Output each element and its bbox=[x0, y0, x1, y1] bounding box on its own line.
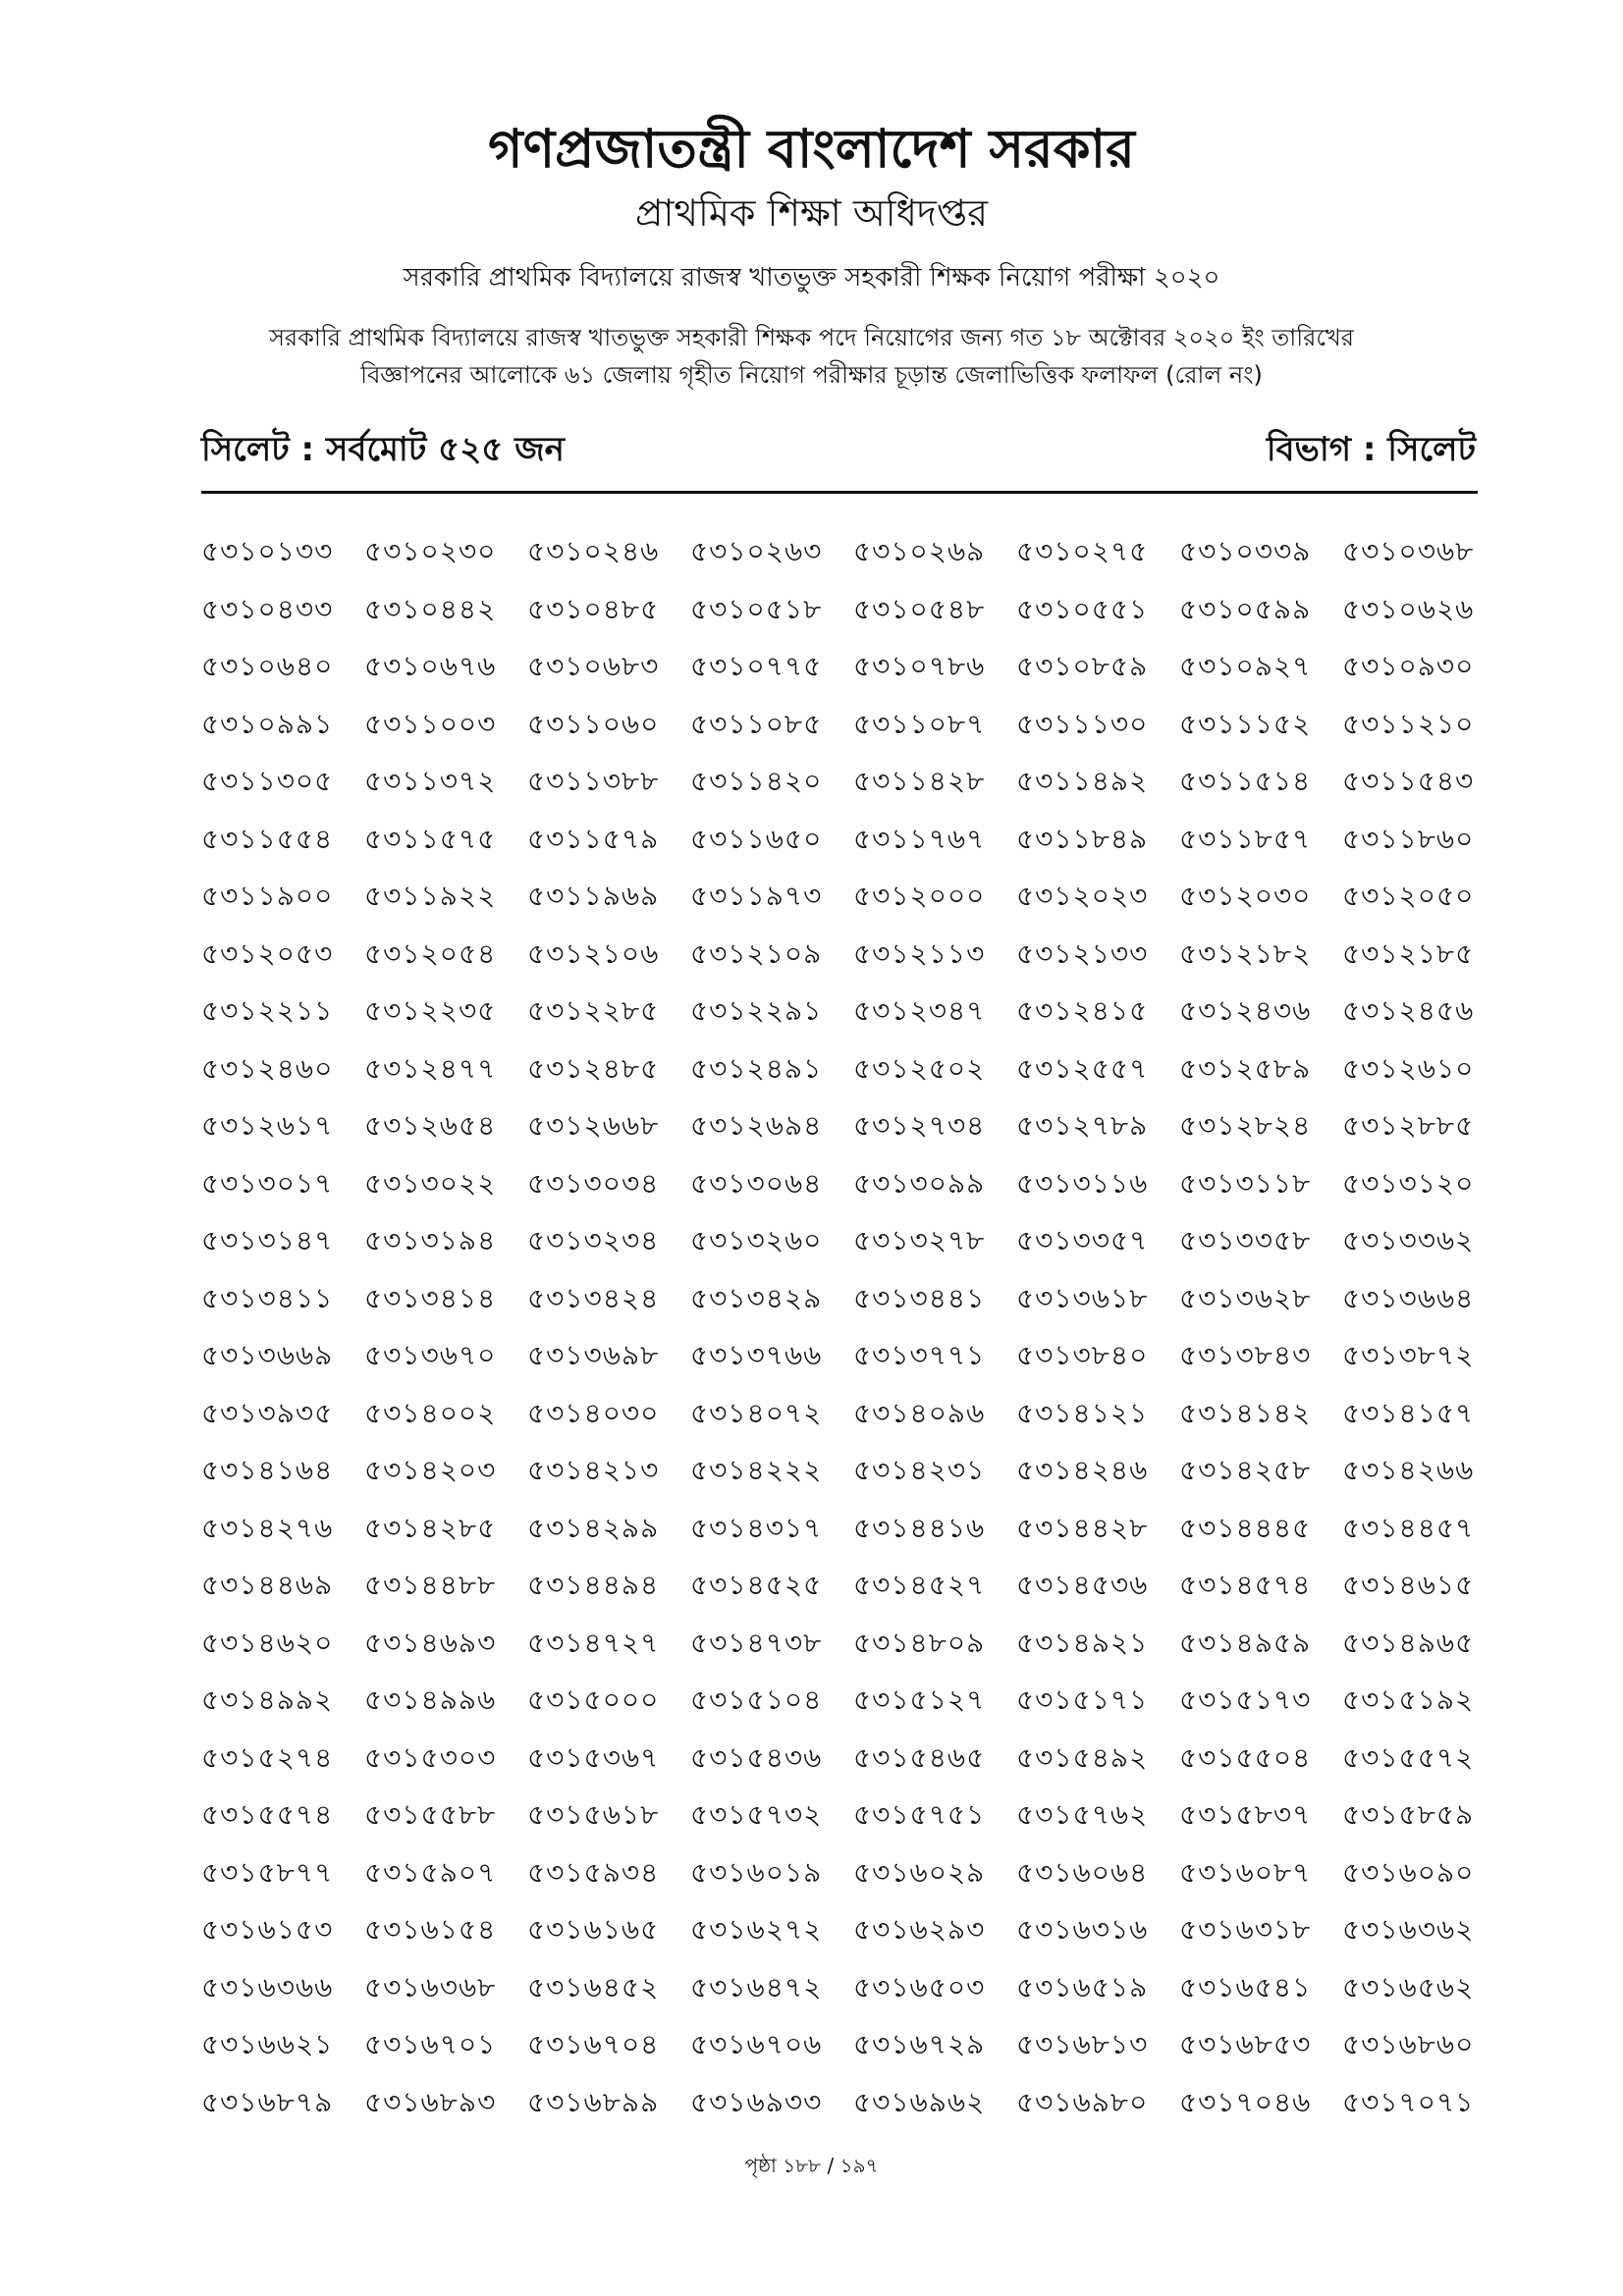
roll-number: ৫৩১২০৫০ bbox=[1342, 880, 1475, 912]
roll-number: ৫৩১০২৩০ bbox=[364, 535, 497, 567]
roll-number: ৫৩১৩১৪৭ bbox=[201, 1224, 334, 1256]
roll-number: ৫৩১২৬৬৮ bbox=[527, 1109, 660, 1142]
roll-number: ৫৩১৪০৯৬ bbox=[853, 1396, 986, 1429]
roll-number: ৫৩১৪০০২ bbox=[364, 1396, 497, 1429]
roll-number: ৫৩১২৪৩৬ bbox=[1179, 994, 1312, 1027]
roll-number: ৫৩১০৪৪২ bbox=[364, 592, 497, 625]
notice-line-1: সরকারি প্রাথমিক বিদ্যালয়ে রাজস্ব খাতভুক্ত সহকারী শিক্ষক পদে নিয়োগের জন্য গত ১৮ অক্টোবর ২০২০ ইং তারিখের bbox=[269, 324, 1354, 351]
roll-number: ৫৩১০২৪৬ bbox=[527, 535, 660, 567]
roll-number: ৫৩১৩০২২ bbox=[364, 1166, 497, 1200]
roll-number: ৫৩১৩০১৭ bbox=[201, 1166, 334, 1200]
roll-number: ৫৩১৪২৩১ bbox=[853, 1454, 986, 1486]
roll-number: ৫৩১৬২৭২ bbox=[690, 1913, 823, 1946]
page-number: পৃষ্ঠা ১৮৮ / ১৯৭ bbox=[744, 2154, 879, 2177]
roll-number: ৫৩১৬৪৭২ bbox=[690, 1970, 823, 2003]
roll-number: ৫৩১৪৪৮৮ bbox=[364, 1569, 497, 1601]
roll-number: ৫৩১৪০৭২ bbox=[690, 1396, 823, 1429]
roll-number: ৫৩১৬৫৬২ bbox=[1342, 1970, 1475, 2003]
roll-number: ৫৩১৪৭২৭ bbox=[527, 1626, 660, 1659]
roll-number: ৫৩১৫৪৩৬ bbox=[690, 1740, 823, 1774]
roll-number: ৫৩১১৮৫৭ bbox=[1179, 822, 1312, 855]
page-title: গণপ্রজাতন্ত্রী বাংলাদেশ সরকার bbox=[488, 118, 1135, 180]
roll-number: ৫৩১৩৬৬৪ bbox=[1342, 1281, 1475, 1314]
roll-number: ৫৩১২১৮২ bbox=[1179, 936, 1312, 970]
roll-number: ৫৩১৪৫২৫ bbox=[690, 1569, 823, 1601]
roll-number: ৫৩১২৫৮৯ bbox=[1179, 1051, 1312, 1085]
district-total: সিলেট : সর্বমোট ৫২৫ জন bbox=[201, 430, 565, 469]
roll-number: ৫৩১৫১৯২ bbox=[1342, 1683, 1475, 1716]
roll-number: ৫৩১৩৭৭১ bbox=[853, 1339, 986, 1371]
roll-number: ৫৩১৩৬১৮ bbox=[1016, 1281, 1149, 1314]
roll-number: ৫৩১২৬১০ bbox=[1342, 1051, 1475, 1085]
roll-number: ৫৩১৬০৮৭ bbox=[1179, 1855, 1312, 1889]
roll-number: ৫৩১২১৮৫ bbox=[1342, 936, 1475, 970]
roll-number: ৫৩১২৬১৭ bbox=[201, 1109, 334, 1142]
roll-number: ৫৩১০৬৮৩ bbox=[527, 650, 660, 682]
roll-number: ৫৩১২৫০২ bbox=[853, 1051, 986, 1085]
roll-number: ৫৩১২০০০ bbox=[853, 880, 986, 912]
roll-number: ৫৩১৪২৫৮ bbox=[1179, 1454, 1312, 1486]
roll-number: ৫৩১৬৮৭৯ bbox=[201, 2085, 334, 2118]
roll-number: ৫৩১৪৯৬৫ bbox=[1342, 1626, 1475, 1659]
roll-number: ৫৩১০৫৪৮ bbox=[853, 592, 986, 625]
roll-number: ৫৩১২২১১ bbox=[201, 994, 334, 1027]
roll-number: ৫৩১৪১৪২ bbox=[1179, 1396, 1312, 1429]
notice-text bbox=[0, 319, 1623, 394]
roll-number: ৫৩১২২৮৫ bbox=[527, 994, 660, 1027]
roll-number: ৫৩১৪২৮৫ bbox=[364, 1511, 497, 1544]
roll-number: ৫৩১৪৪২৮ bbox=[1016, 1511, 1149, 1544]
roll-number: ৫৩১১০৮৭ bbox=[853, 707, 986, 740]
roll-number: ৫৩১০৫১৮ bbox=[690, 592, 823, 625]
roll-number: ৫৩১৪৪৪৫ bbox=[1179, 1511, 1312, 1544]
roll-number: ৫৩১১৯০০ bbox=[201, 880, 334, 912]
roll-number: ৫৩১২০৫৩ bbox=[201, 936, 334, 970]
roll-number: ৫৩১১০৮৫ bbox=[690, 707, 823, 740]
roll-number: ৫৩১৩২৬০ bbox=[690, 1224, 823, 1256]
roll-number: ৫৩১০৬৪০ bbox=[201, 650, 334, 682]
roll-number: ৫৩১২৪৬০ bbox=[201, 1051, 334, 1085]
roll-number: ৫৩১১৩৮৮ bbox=[527, 765, 660, 797]
roll-number: ৫৩১৬৯৩৩ bbox=[690, 2085, 823, 2118]
roll-number: ৫৩১১১৩০ bbox=[1016, 707, 1149, 740]
roll-number: ৫৩১১৪৯২ bbox=[1016, 765, 1149, 797]
roll-number: ৫৩১৬৮৯৯ bbox=[527, 2085, 660, 2118]
roll-number: ৫৩১৬৫০৩ bbox=[853, 1970, 986, 2003]
roll-number: ৫৩১৬৮৯৩ bbox=[364, 2085, 497, 2118]
roll-number: ৫৩১৪৪৯৪ bbox=[527, 1569, 660, 1601]
roll-number: ৫৩১৩৯৩৫ bbox=[201, 1396, 334, 1429]
roll-number: ৫৩১০২৬৩ bbox=[690, 535, 823, 567]
roll-number: ৫৩১০৯৩০ bbox=[1342, 650, 1475, 682]
roll-number: ৫৩১৭০৭১ bbox=[1342, 2085, 1475, 2118]
roll-number: ৫৩১০৯৯১ bbox=[201, 707, 334, 740]
roll-number: ৫৩১১৫৫৪ bbox=[201, 822, 334, 855]
roll-number: ৫৩১৪১২১ bbox=[1016, 1396, 1149, 1429]
roll-number: ৫৩১০৫৯৯ bbox=[1179, 592, 1312, 625]
roll-number: ৫৩১৬৮৫৩ bbox=[1179, 2028, 1312, 2060]
roll-number: ৫৩১১৪২০ bbox=[690, 765, 823, 797]
roll-number: ৫৩১১৩০৫ bbox=[201, 765, 334, 797]
roll-number: ৫৩১১৮৬০ bbox=[1342, 822, 1475, 855]
roll-number: ৫৩১৫৯৩৪ bbox=[527, 1855, 660, 1889]
roll-number: ৫৩১৬০২৯ bbox=[853, 1855, 986, 1889]
roll-number: ৫৩১৪৪৫৭ bbox=[1342, 1511, 1475, 1544]
roll-number: ৫৩১৩১৯৪ bbox=[364, 1224, 497, 1256]
roll-number: ৫৩১৬৮১৩ bbox=[1016, 2028, 1149, 2060]
roll-number: ৫৩১২৪৫৬ bbox=[1342, 994, 1475, 1027]
roll-number: ৫৩১৫৩০৩ bbox=[364, 1740, 497, 1774]
roll-number: ৫৩১৬৯৮০ bbox=[1016, 2085, 1149, 2118]
roll-number: ৫৩১২০৩০ bbox=[1179, 880, 1312, 912]
roll-number: ৫৩১৫৮৭৭ bbox=[201, 1855, 334, 1889]
roll-number: ৫৩১০৪৮৫ bbox=[527, 592, 660, 625]
roll-number: ৫৩১১৩৭২ bbox=[364, 765, 497, 797]
roll-number: ৫৩১৬৮৬০ bbox=[1342, 2028, 1475, 2060]
roll-number: ৫৩১৭০৪৬ bbox=[1179, 2085, 1312, 2118]
roll-number: ৫৩১১০৬০ bbox=[527, 707, 660, 740]
roll-number: ৫৩১৩৬৬৯ bbox=[201, 1339, 334, 1371]
roll-number: ৫৩১৪৭৩৮ bbox=[690, 1626, 823, 1659]
roll-number: ৫৩১৩০৯৯ bbox=[853, 1166, 986, 1200]
roll-number: ৫৩১৪২৪৬ bbox=[1016, 1454, 1149, 1486]
roll-number: ৫৩১৬১৫৪ bbox=[364, 1913, 497, 1946]
roll-number: ৫৩১১৮৪৯ bbox=[1016, 822, 1149, 855]
roll-number: ৫৩১৫৯০৭ bbox=[364, 1855, 497, 1889]
roll-number: ৫৩১২৭৩৪ bbox=[853, 1109, 986, 1142]
header-divider bbox=[201, 491, 1478, 494]
roll-number: ৫৩১৪২০৩ bbox=[364, 1454, 497, 1486]
roll-number: ৫৩১২৬৯৪ bbox=[690, 1109, 823, 1142]
roll-number: ৫৩১৪৫২৭ bbox=[853, 1569, 986, 1601]
roll-number: ৫৩১৩৬৭০ bbox=[364, 1339, 497, 1371]
roll-number: ৫৩১১২১০ bbox=[1342, 707, 1475, 740]
roll-number: ৫৩১১৫১৪ bbox=[1179, 765, 1312, 797]
roll-number: ৫৩১০৪৩৩ bbox=[201, 592, 334, 625]
roll-number: ৫৩১৪৯৯২ bbox=[201, 1683, 334, 1716]
roll-number: ৫৩১৩৭৬৬ bbox=[690, 1339, 823, 1371]
roll-number: ৫৩১৪১৫৭ bbox=[1342, 1396, 1475, 1429]
roll-number: ৫৩১২২৯১ bbox=[690, 994, 823, 1027]
notice-line-2: বিজ্ঞাপনের আলোকে ৬১ জেলায় গৃহীত নিয়োগ পরীক্ষার চূড়ান্ত জেলাভিত্তিক ফলাফল (রোল নং) bbox=[360, 361, 1263, 389]
roll-number: ৫৩১৩৪১১ bbox=[201, 1281, 334, 1314]
roll-number: ৫৩১২১১৩ bbox=[853, 936, 986, 970]
roll-number: ৫৩১৫৭৫১ bbox=[853, 1798, 986, 1831]
roll-number: ৫৩১১৯২২ bbox=[364, 880, 497, 912]
roll-number: ৫৩১৩৩৫৭ bbox=[1016, 1224, 1149, 1256]
roll-number: ৫৩১৫২৭৪ bbox=[201, 1740, 334, 1774]
roll-number: ৫৩১৩৮৪৩ bbox=[1179, 1339, 1312, 1371]
roll-number: ৫৩১৫৮৩৭ bbox=[1179, 1798, 1312, 1831]
roll-number: ৫৩১৪২৭৬ bbox=[201, 1511, 334, 1544]
roll-number: ৫৩১৩১২০ bbox=[1342, 1166, 1475, 1200]
roll-number: ৫৩১০৬২৬ bbox=[1342, 592, 1475, 625]
roll-number: ৫৩১৬৩৬৬ bbox=[201, 1970, 334, 2003]
roll-number: ৫৩১৫৪৯২ bbox=[1016, 1740, 1149, 1774]
roll-number: ৫৩১৩০৬৪ bbox=[690, 1166, 823, 1200]
roll-number: ৫৩১৩৩৬২ bbox=[1342, 1224, 1475, 1256]
roll-number: ৫৩১৪৯৫৯ bbox=[1179, 1626, 1312, 1659]
roll-number: ৫৩১৩৪৪১ bbox=[853, 1281, 986, 1314]
exam-title: সরকারি প্রাথমিক বিদ্যালয়ে রাজস্ব খাতভুক্ত সহকারী শিক্ষক নিয়োগ পরীক্ষা ২০২০ bbox=[403, 263, 1220, 293]
roll-number: ৫৩১২৭৮৯ bbox=[1016, 1109, 1149, 1142]
roll-number: ৫৩১৩৮৭২ bbox=[1342, 1339, 1475, 1371]
roll-number: ৫৩১৪২২২ bbox=[690, 1454, 823, 1486]
roll-number-grid bbox=[201, 530, 1507, 2138]
department-name: প্রাথমিক শিক্ষা অধিদপ্তর bbox=[634, 191, 989, 235]
roll-number: ৫৩১৬৩৬৮ bbox=[364, 1970, 497, 2003]
roll-number: ৫৩১২২৩৫ bbox=[364, 994, 497, 1027]
roll-number: ৫৩১১১৫২ bbox=[1179, 707, 1312, 740]
roll-number: ৫৩১২৪৮৫ bbox=[527, 1051, 660, 1085]
roll-number: ৫৩১২০৫৪ bbox=[364, 936, 497, 970]
roll-number: ৫৩১৩৬৯৮ bbox=[527, 1339, 660, 1371]
roll-number: ৫৩১০৬৭৬ bbox=[364, 650, 497, 682]
roll-number: ৫৩১১৪২৮ bbox=[853, 765, 986, 797]
roll-number: ৫৩১২৮২৪ bbox=[1179, 1109, 1312, 1142]
roll-number: ৫৩১৬২৯৩ bbox=[853, 1913, 986, 1946]
roll-number: ৫৩১৪৬২০ bbox=[201, 1626, 334, 1659]
division-label: বিভাগ : সিলেট bbox=[1266, 430, 1476, 469]
roll-number: ৫৩১৪২৯৯ bbox=[527, 1511, 660, 1544]
roll-number: ৫৩১৪৯৯৬ bbox=[364, 1683, 497, 1716]
roll-number: ৫৩১৪৩১৭ bbox=[690, 1511, 823, 1544]
roll-number: ৫৩১১৯৭৩ bbox=[690, 880, 823, 912]
roll-number: ৫৩১০৭৭৫ bbox=[690, 650, 823, 682]
roll-number: ৫৩১১৬৫০ bbox=[690, 822, 823, 855]
roll-number: ৫৩১৩৪২৪ bbox=[527, 1281, 660, 1314]
roll-number: ৫৩১৪৪৬৯ bbox=[201, 1569, 334, 1601]
roll-number: ৫৩১২৮৮৫ bbox=[1342, 1109, 1475, 1142]
roll-number: ৫৩১৫৮৫৯ bbox=[1342, 1798, 1475, 1831]
roll-number: ৫৩১৪১৬৪ bbox=[201, 1454, 334, 1486]
roll-number: ৫৩১৬৫১৯ bbox=[1016, 1970, 1149, 2003]
roll-number: ৫৩১৬৭২৯ bbox=[853, 2028, 986, 2060]
roll-number: ৫৩১২৩৪৭ bbox=[853, 994, 986, 1027]
roll-number: ৫৩১৪৬১৫ bbox=[1342, 1569, 1475, 1601]
roll-number: ৫৩১৩১১৮ bbox=[1179, 1166, 1312, 1200]
roll-number: ৫৩১০২৭৫ bbox=[1016, 535, 1149, 567]
roll-number: ৫৩১০২৬৯ bbox=[853, 535, 986, 567]
roll-number: ৫৩১৫৪৬৫ bbox=[853, 1740, 986, 1774]
roll-number: ৫৩১৩২৭৮ bbox=[853, 1224, 986, 1256]
roll-number: ৫৩১৫০০০ bbox=[527, 1683, 660, 1716]
roll-number: ৫৩১৬৫৪১ bbox=[1179, 1970, 1312, 2003]
roll-number: ৫৩১২০২৩ bbox=[1016, 880, 1149, 912]
roll-number: ৫৩১৩৪২৯ bbox=[690, 1281, 823, 1314]
roll-number: ৫৩১৩৮৪০ bbox=[1016, 1339, 1149, 1371]
roll-number: ৫৩১৬৬২১ bbox=[201, 2028, 334, 2060]
roll-number: ৫৩১৬৩৬২ bbox=[1342, 1913, 1475, 1946]
roll-number: ৫৩১২১০৬ bbox=[527, 936, 660, 970]
roll-number: ৫৩১৫১৭১ bbox=[1016, 1683, 1149, 1716]
roll-number: ৫৩১৬০৯০ bbox=[1342, 1855, 1475, 1889]
roll-number: ৫৩১৬৭০১ bbox=[364, 2028, 497, 2060]
roll-number: ৫৩১১০০৩ bbox=[364, 707, 497, 740]
roll-number: ৫৩১১৯৬৯ bbox=[527, 880, 660, 912]
roll-number: ৫৩১৪৬৯৩ bbox=[364, 1626, 497, 1659]
roll-number: ৫৩১৩১১৬ bbox=[1016, 1166, 1149, 1200]
roll-number: ৫৩১০৩৩৯ bbox=[1179, 535, 1312, 567]
roll-number: ৫৩১১৫৪৩ bbox=[1342, 765, 1475, 797]
roll-number: ৫৩১৬০১৯ bbox=[690, 1855, 823, 1889]
roll-number: ৫৩১২৬৫৪ bbox=[364, 1109, 497, 1142]
roll-number: ৫৩১৪৪১৬ bbox=[853, 1511, 986, 1544]
roll-number: ৫৩১২৪৭৭ bbox=[364, 1051, 497, 1085]
roll-number: ৫৩১৪২৬৬ bbox=[1342, 1454, 1475, 1486]
roll-number: ৫৩১০৮৫৯ bbox=[1016, 650, 1149, 682]
roll-number: ৫৩১১৫৭৯ bbox=[527, 822, 660, 855]
roll-number: ৫৩১২১৩৩ bbox=[1016, 936, 1149, 970]
roll-number: ৫৩১২৫৫৭ bbox=[1016, 1051, 1149, 1085]
roll-number: ৫৩১৬১৫৩ bbox=[201, 1913, 334, 1946]
roll-number: ৫৩১৫৭৬২ bbox=[1016, 1798, 1149, 1831]
roll-number: ৫৩১৩০৩৪ bbox=[527, 1166, 660, 1200]
roll-number: ৫৩১১৫৭৫ bbox=[364, 822, 497, 855]
roll-number: ৫৩১৬৯৬২ bbox=[853, 2085, 986, 2118]
roll-number: ৫৩১৩৪১৪ bbox=[364, 1281, 497, 1314]
roll-number: ৫৩১৫৩৬৭ bbox=[527, 1740, 660, 1774]
roll-number: ৫৩১৬৩১৬ bbox=[1016, 1913, 1149, 1946]
roll-number: ৫৩১৪৫৭৪ bbox=[1179, 1569, 1312, 1601]
roll-number: ৫৩১৩৩৫৮ bbox=[1179, 1224, 1312, 1256]
roll-number: ৫৩১৪২১৩ bbox=[527, 1454, 660, 1486]
roll-number: ৫৩১৫১৭৩ bbox=[1179, 1683, 1312, 1716]
roll-number: ৫৩১৫৬১৮ bbox=[527, 1798, 660, 1831]
roll-number: ৫৩১৬৭০৬ bbox=[690, 2028, 823, 2060]
roll-number: ৫৩১৪০৩০ bbox=[527, 1396, 660, 1429]
roll-number: ৫৩১০৯২৭ bbox=[1179, 650, 1312, 682]
roll-number: ৫৩১৬০৬৪ bbox=[1016, 1855, 1149, 1889]
roll-number: ৫৩১৪৫৩৬ bbox=[1016, 1569, 1149, 1601]
roll-number: ৫৩১৬৪৫২ bbox=[527, 1970, 660, 2003]
roll-number: ৫৩১৪৯২১ bbox=[1016, 1626, 1149, 1659]
roll-number: ৫৩১৬৭০৪ bbox=[527, 2028, 660, 2060]
roll-number: ৫৩১০১৩৩ bbox=[201, 535, 334, 567]
roll-number: ৫৩১৫৫৭২ bbox=[1342, 1740, 1475, 1774]
roll-number: ৫৩১৫৫০৪ bbox=[1179, 1740, 1312, 1774]
roll-number: ৫৩১৫১২৭ bbox=[853, 1683, 986, 1716]
roll-number: ৫৩১৫১০৪ bbox=[690, 1683, 823, 1716]
roll-number: ৫৩১৫৭৩২ bbox=[690, 1798, 823, 1831]
roll-number: ৫৩১৩৬২৮ bbox=[1179, 1281, 1312, 1314]
roll-number: ৫৩১৫৫৮৮ bbox=[364, 1798, 497, 1831]
roll-number: ৫৩১৩২৩৪ bbox=[527, 1224, 660, 1256]
roll-number: ৫৩১৫৫৭৪ bbox=[201, 1798, 334, 1831]
roll-number: ৫৩১২৪১৫ bbox=[1016, 994, 1149, 1027]
roll-number: ৫৩১২৪৯১ bbox=[690, 1051, 823, 1085]
roll-number: ৫৩১১৭৬৭ bbox=[853, 822, 986, 855]
roll-number: ৫৩১৬১৬৫ bbox=[527, 1913, 660, 1946]
roll-number: ৫৩১০৭৮৬ bbox=[853, 650, 986, 682]
roll-number: ৫৩১৬৩১৮ bbox=[1179, 1913, 1312, 1946]
roll-number: ৫৩১২১০৯ bbox=[690, 936, 823, 970]
roll-number: ৫৩১৪৮০৯ bbox=[853, 1626, 986, 1659]
roll-number: ৫৩১০৩৬৮ bbox=[1342, 535, 1475, 567]
roll-number: ৫৩১০৫৫১ bbox=[1016, 592, 1149, 625]
